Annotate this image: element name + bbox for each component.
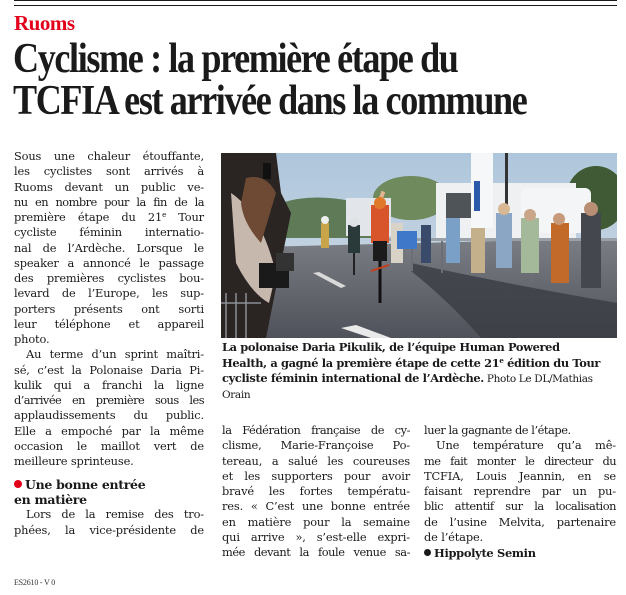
body-line: la Fédération française de cy- bbox=[222, 423, 410, 437]
subheading-line-1: Une bonne entrée bbox=[25, 477, 146, 493]
red-bullet-icon bbox=[14, 480, 22, 488]
photo-caption bbox=[222, 340, 618, 403]
caption-text: édition du Tour bbox=[503, 355, 601, 370]
caption-text: Health, a gagné la première étape de cette 21 bbox=[222, 355, 500, 370]
left-column bbox=[14, 149, 204, 538]
body-line: levard de l’Europe, les sup- bbox=[14, 286, 204, 301]
body-line: Elle a empoché par la même bbox=[14, 423, 204, 438]
body-line: des premières cyclistes bou- bbox=[14, 271, 204, 285]
body-line: Ruoms devant un public ve- bbox=[14, 179, 204, 194]
body-line: de l’étape. bbox=[424, 529, 484, 544]
body-line: Lors de la remise des tro- bbox=[26, 507, 204, 522]
top-rule-secondary bbox=[14, 5, 617, 6]
byline-bullet-icon bbox=[424, 549, 431, 556]
body-line: phées, la vice-présidente de bbox=[14, 522, 204, 537]
body-line: d’arrivée en première sous les bbox=[14, 393, 204, 407]
body-text: première étape du 21 bbox=[14, 210, 163, 224]
body-line: leur téléphone et appareil bbox=[14, 316, 204, 331]
photo-credit: Orain bbox=[222, 388, 251, 401]
body-line: luer la gagnante de l’étape. bbox=[424, 423, 571, 437]
body-line: de l’usine Melvita, partenaire bbox=[424, 514, 616, 529]
body-line: porters présents ont sorti bbox=[14, 301, 204, 316]
body-line: meilleure sprinteuse. bbox=[14, 454, 134, 468]
author-byline bbox=[424, 546, 616, 561]
body-line: et les supporters pour avoir bbox=[222, 468, 410, 483]
body-line: photo. bbox=[14, 332, 50, 346]
body-line: occasion le maillot vert de bbox=[14, 438, 204, 453]
body-line: les cyclistes sont arrivés à bbox=[14, 164, 204, 179]
subheading bbox=[14, 477, 204, 507]
caption-line: La polonaise Daria Pikulik, de l’équipe Human Powered bbox=[222, 340, 560, 354]
headline-line-2: TCFIA est arrivée dans la commune bbox=[13, 78, 527, 124]
caption-line bbox=[222, 371, 618, 388]
body-line: faisant reprendre par un pu- bbox=[424, 484, 616, 498]
section-kicker: Ruoms bbox=[14, 11, 75, 35]
article-photo bbox=[221, 153, 617, 338]
body-line: bravé les fortes températu- bbox=[222, 484, 410, 498]
body-line: blic attentif sur la localisation bbox=[424, 499, 616, 514]
caption-line bbox=[222, 356, 618, 372]
body-line: me fait monter le directeur du bbox=[424, 453, 616, 468]
body-line: nu en nombre pour la fin de la bbox=[14, 194, 204, 209]
middle-column-clip bbox=[215, 415, 420, 565]
ordinal-sup: e bbox=[499, 355, 504, 365]
right-column-clip bbox=[418, 415, 626, 565]
cyclist-finish-photo bbox=[221, 153, 617, 338]
body-line: speaker a annoncé le passage bbox=[14, 255, 204, 270]
body-line: res. « C’est une bonne entrée bbox=[222, 499, 410, 514]
body-line: clisme, Marie-Françoise Po- bbox=[222, 438, 410, 453]
body-text: Tour bbox=[166, 210, 204, 224]
body-line: cycliste féminin internatio- bbox=[14, 225, 204, 240]
body-line: qui arrive », s’est-elle expri- bbox=[222, 529, 410, 544]
body-line: Une température qu’a mê- bbox=[436, 438, 616, 453]
caption-text: cycliste féminin international de l’Ardèche. bbox=[222, 371, 484, 385]
right-column bbox=[424, 423, 616, 561]
photo-credit: Photo Le DL/Mathias bbox=[483, 373, 593, 385]
page-code: ES2610 - V 0 bbox=[14, 578, 56, 587]
author-name: Hippolyte Semin bbox=[434, 546, 536, 560]
subheading-line-2: en matière bbox=[14, 492, 87, 508]
headline bbox=[13, 38, 538, 122]
left-column-clip bbox=[0, 140, 215, 565]
ordinal-sup: e bbox=[162, 211, 167, 219]
body-line: nal de l’Ardèche. Lorsque le bbox=[14, 240, 204, 255]
body-line bbox=[14, 210, 204, 225]
body-line: applaudissements du public. bbox=[14, 408, 204, 423]
body-line: en matière pour la semaine bbox=[222, 514, 410, 529]
body-line: Au terme d’un sprint maîtri- bbox=[26, 347, 204, 362]
body-line: sé, c’est la Polonaise Daria Pi- bbox=[14, 362, 204, 377]
headline-line-1: Cyclisme : la première étape du bbox=[13, 36, 458, 82]
top-rule bbox=[14, 0, 617, 1]
body-line: mée devant la foule venue sa- bbox=[222, 545, 410, 559]
body-line: TCFIA, Louis Jeannin, en se bbox=[424, 468, 616, 483]
middle-column bbox=[222, 423, 410, 560]
body-line: kulik qui a franchi la ligne bbox=[14, 377, 204, 392]
body-line: Sous une chaleur étouffante, bbox=[14, 149, 204, 163]
body-line: tereau, a salué les coureuses bbox=[222, 453, 410, 468]
